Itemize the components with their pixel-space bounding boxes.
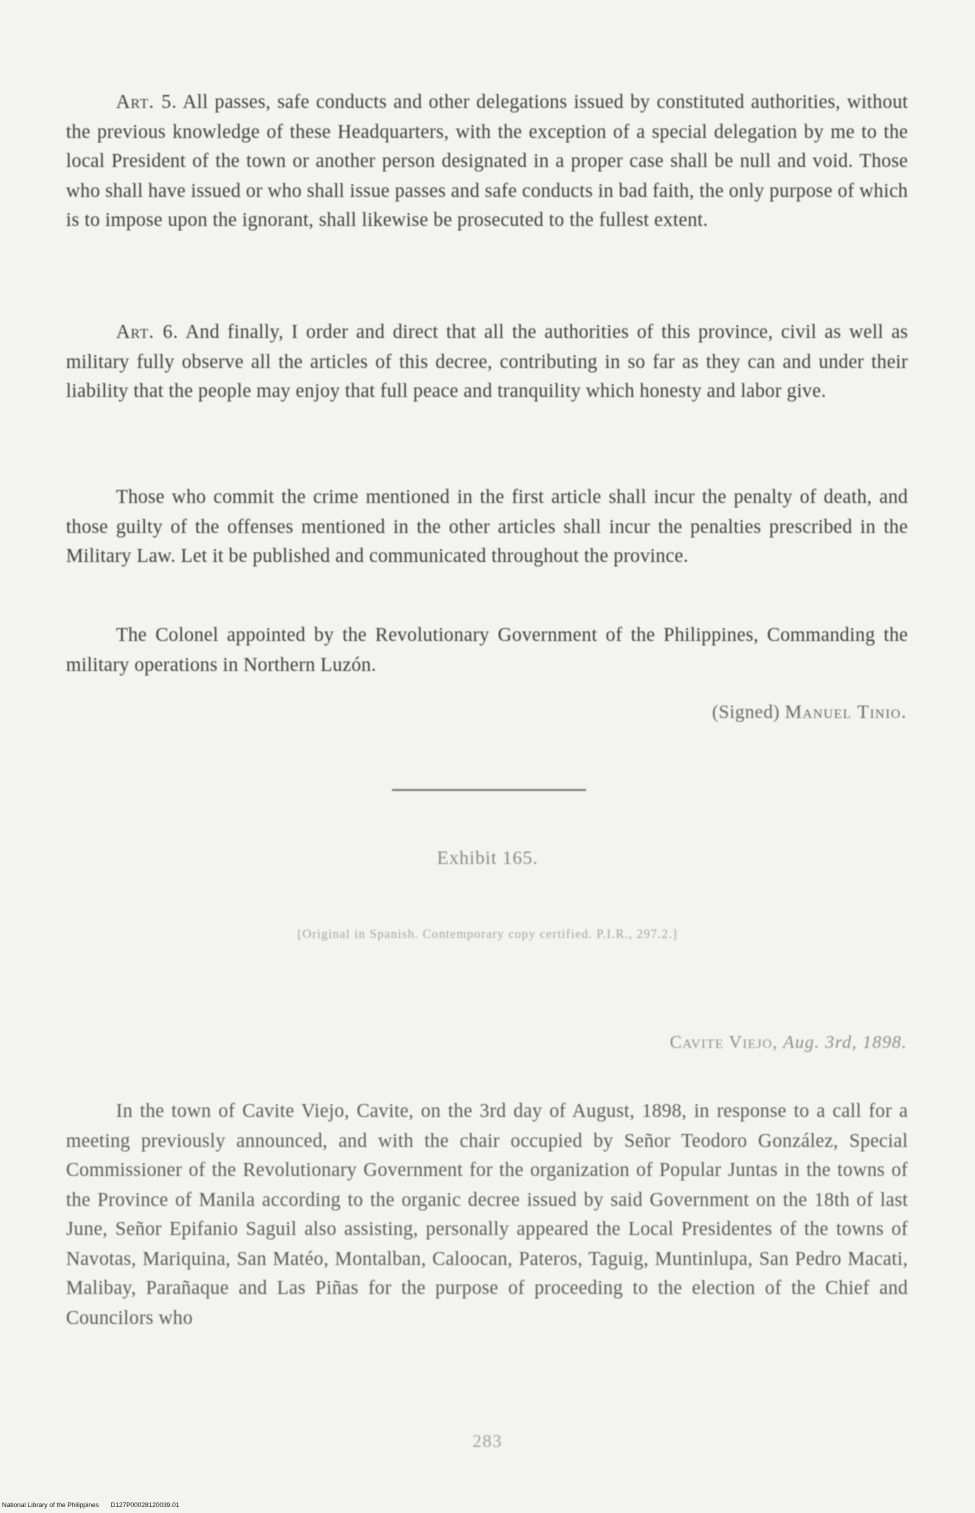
section-divider bbox=[392, 789, 586, 791]
footer-code: D127P00028120039.01 bbox=[110, 1502, 180, 1509]
article-5-paragraph bbox=[66, 88, 908, 236]
meeting-text: In the town of Cavite Viejo, Cavite, on the 3rd day of August, 1898, in response to a call for a meeting previously announced, and with the chair occupied by Señor Teodoro González, Special Commissioner of the Revolutionary Government for the organization of Popular Juntas in the towns of the Province of Manila according to the organic decree issued by said Government on the 18th of last June, Señor Epifanio Saguil also assisting, personally appeared the Local Presidentes of the towns of Navotas, Mariquina, San Matéo, Montalban, Caloocan, Pateros, Taguig, Muntinlupa, San Pedro Macati, Malibay, Parañaque and Las Piñas for the purpose of proceeding to the election of the Chief and Councilors who bbox=[66, 1101, 908, 1329]
dateline-place: Cavite Viejo, bbox=[669, 1032, 778, 1052]
dateline-date: Aug. 3rd, 1898. bbox=[783, 1032, 907, 1052]
signature-name: Manuel Tinio. bbox=[784, 702, 907, 723]
article-5-text: All passes, safe conducts and other delegations issued by constituted authorities, without the previous knowledge of these Headquarters, with the exception of a special delegation by me to the local President of the town or another person designated in a proper case shall be null and void. Those who shall have issued or who shall issue passes and safe conducts in bad faith, the only purpose of which is to impose upon the ignorant, shall likewise be prosecuted to the fullest extent. bbox=[66, 92, 909, 231]
penalty-text: Those who commit the crime mentioned in the first article shall incur the penalty of death, and those guilty of the offenses mentioned in the other articles shall incur the penalties prescribed in the Military Law. Let it be published and communicated throughout the province. bbox=[66, 487, 908, 567]
signature-prefix: (Signed) bbox=[711, 702, 780, 723]
footer-library: National Library of the Philippines bbox=[2, 1502, 99, 1509]
signature-line bbox=[712, 702, 907, 724]
article-6-label: Art. 6. bbox=[116, 322, 179, 343]
penalty-paragraph bbox=[66, 483, 908, 572]
exhibit-title: Exhibit 165. bbox=[436, 848, 539, 869]
meeting-paragraph bbox=[66, 1097, 908, 1333]
article-6-paragraph bbox=[66, 318, 908, 407]
colonel-text: The Colonel appointed by the Revolutionary Government of the Philippines, Commanding the military operations in Northern Luzón. bbox=[66, 625, 908, 676]
dateline bbox=[670, 1032, 907, 1053]
article-5-label: Art. 5. bbox=[116, 92, 178, 113]
source-note: [Original in Spanish. Contemporary copy certified. P.I.R., 297.2.] bbox=[297, 927, 678, 941]
colonel-paragraph bbox=[66, 621, 908, 680]
page-number: 283 bbox=[472, 1431, 503, 1451]
article-6-text: And finally, I order and direct that all the authorities of this province, civil as well as military fully observe all the articles of this decree, contributing in so far as they can and under their liability that the people may enjoy that full peace and tranquility which honesty and labor give. bbox=[66, 322, 909, 402]
scan-footer bbox=[2, 1502, 189, 1509]
